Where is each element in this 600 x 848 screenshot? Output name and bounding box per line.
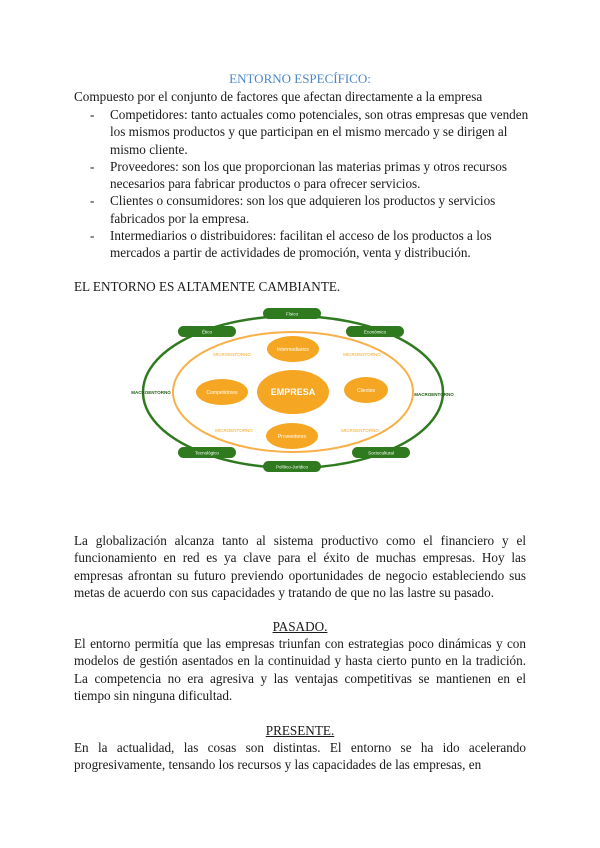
section-title-pasado: PASADO.: [272, 619, 328, 634]
bullet-text-competidores: Competidores: tanto actuales como potenciales, son otras empresas que venden los mismos productos y que participan en el mismo mercado y se dirigen al mismo cliente.: [110, 107, 529, 157]
economico-label: Económico: [363, 329, 387, 335]
empresa-label: EMPRESA: [270, 387, 316, 397]
proveedores-label: Proveedores: [277, 434, 307, 440]
politico-juridico-label: Político-Jurídico: [275, 464, 309, 470]
list-item: [90, 106, 530, 158]
microentorno-label-br: MICROENTORNO: [341, 428, 379, 433]
bullet-text-intermediarios: Intermediarios o distribuidores: facilitan el acceso de los productos a los mercados a partir de actividades de promoción, venta y distribución.: [110, 228, 492, 261]
entorno-diagram: [118, 304, 468, 476]
clientes-label: Clientes: [356, 388, 376, 394]
bullet-list: [90, 106, 530, 262]
tecnologico-label: Tecnológico: [195, 450, 219, 456]
bullet-text-clientes: Clientes o consumidores: son los que adquieren los productos y servicios fabricados por la empresa.: [110, 193, 496, 226]
competidores-label: Competidores: [206, 390, 238, 396]
bullet-marker: -: [90, 107, 95, 122]
list-item: [90, 227, 530, 262]
bullet-marker: -: [90, 158, 95, 174]
bullet-text-proveedores: Proveedores: son los que proporcionan las materias primas y otros recursos necesarios para fabricar productos o para ofrecer servicios.: [110, 158, 507, 192]
intermediarios-label: Intermediarios: [277, 347, 309, 353]
paragraph-globalizacion: La globalización alcanza tanto al sistema productivo como el financiero y el funcionamiento en red es ya clave para el éxito de muchas empresas. Hoy las empresas afrontan su futuro previendo oportunidades de negocio estableciendo sus metas de acuerdo con sus capacidades y tratando de que no las lastre su pasado.: [74, 533, 526, 600]
paragraph-pasado: El entorno permitía que las empresas triunfan con estrategias poco dinámicas y con modelos de gestión asentados en la continuidad y hasta cierto punto en la tradición. La competencia no era agresiva y las ventajas competitivas se mantienen en el tiempo sin ninguna dificultad.: [74, 636, 526, 703]
sociocultural-label: Sociocultural: [368, 450, 394, 456]
list-item: [90, 158, 530, 193]
macroentorno-label-left: MACROENTORNO: [131, 390, 171, 395]
bullet-marker: -: [90, 193, 95, 209]
bullet-marker: -: [90, 228, 95, 244]
fisico-label: Físico: [285, 311, 299, 317]
etico-label: Ético: [201, 329, 213, 335]
section-heading-entorno-especifico: ENTORNO ESPECÍFICO:: [229, 71, 371, 86]
microentorno-label-tr: MICROENTORNO: [343, 352, 381, 357]
statement-entorno-cambiante: EL ENTORNO ES ALTAMENTE CAMBIANTE.: [74, 279, 341, 294]
intro-text: Compuesto por el conjunto de factores que afectan directamente a la empresa: [74, 89, 483, 104]
microentorno-label-tl: MICROENTORNO: [213, 352, 251, 357]
entorno-diagram-svg: [118, 304, 468, 476]
list-item: [90, 192, 530, 227]
microentorno-label-bl: MICROENTORNO: [215, 428, 253, 433]
paragraph-presente: En la actualidad, las cosas son distintas. El entorno se ha ido acelerando progresivamente, tensando los recursos y las capacidades de las empresas, en: [74, 740, 526, 773]
section-title-presente: PRESENTE.: [265, 723, 335, 738]
macroentorno-label-right: MACROENTORNO: [414, 392, 454, 397]
